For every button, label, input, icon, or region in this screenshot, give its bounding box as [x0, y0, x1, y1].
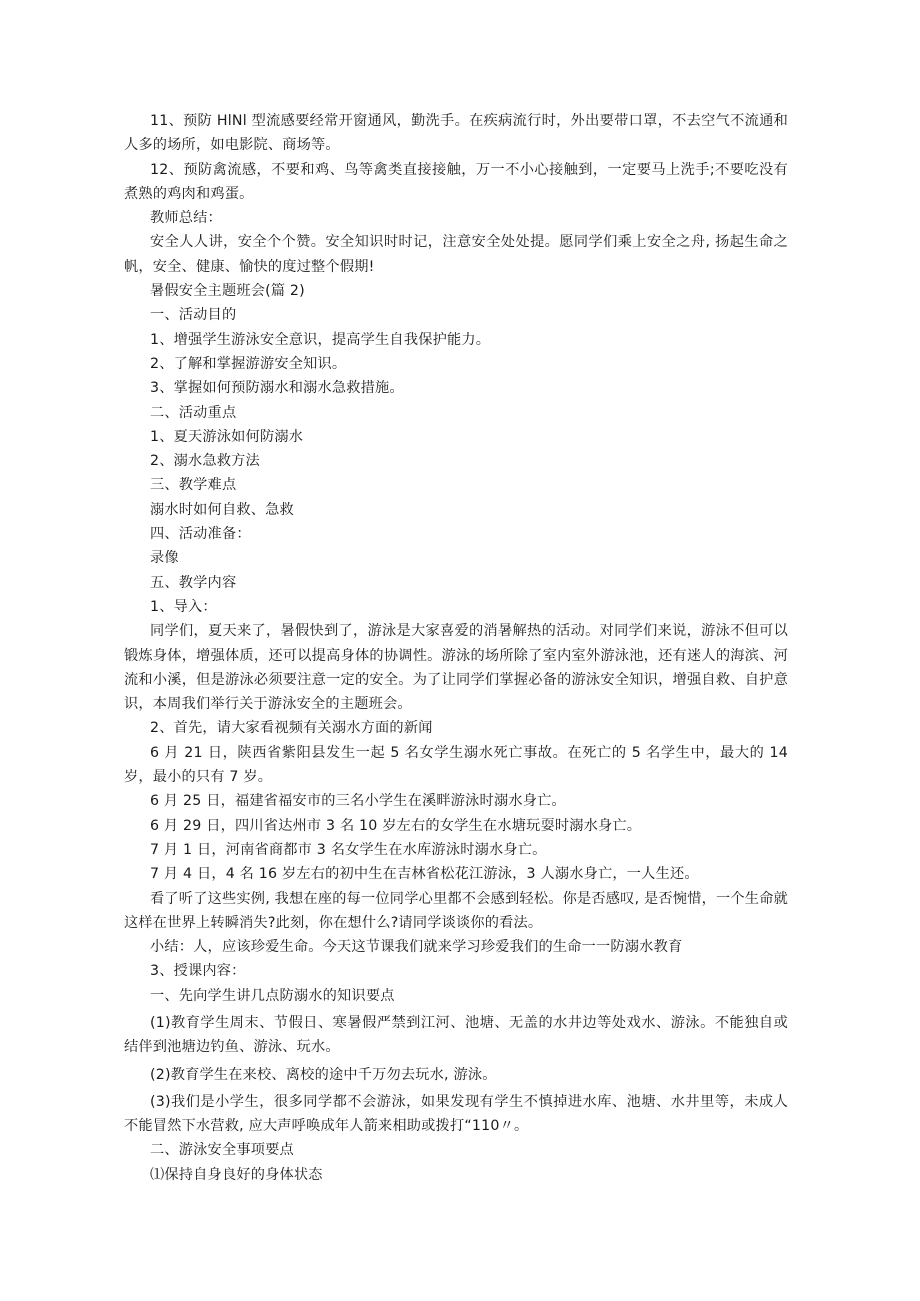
heading: 三、教学难点	[150, 477, 237, 494]
heading: 二、游泳安全事项要点	[150, 1142, 294, 1159]
paragraph: 12、预防禽流感，不要和鸡、鸟等禽类直接接触，万一不小心接触到，一定要马上洗手;不要吃没有煮熟的鸡肉和鸡蛋。	[124, 161, 788, 202]
news-item: 6 月 25 日，福建省福安市的三名小学生在溪畔游泳时溺水身亡。	[150, 793, 566, 810]
paragraph: 教师总结：	[150, 210, 222, 227]
list-item: 1、增强学生游泳安全意识，提高学生自我保护能力。	[150, 331, 491, 348]
paragraph: 看了听了这些实例, 我想在座的每一位同学心里都不会感到轻松。你是否感叹, 是否惋惜，一个生命就这样在世界上转瞬消失?此刻，你在想什么?请同学谈谈你的看法。	[124, 890, 788, 931]
paragraph: 录像	[150, 550, 179, 567]
section-title: 暑假安全主题班会(篇 2)	[150, 283, 305, 300]
heading: 二、活动重点	[150, 404, 237, 421]
heading: 四、活动准备：	[150, 526, 251, 543]
document-page	[124, 109, 788, 1187]
paragraph: 小结：人，应该珍爱生命。今天这节课我们就来学习珍爱我们的生命一一防溺水教育	[150, 939, 683, 956]
list-item: 1、导入：	[150, 598, 217, 615]
list-item: 3、授课内容：	[150, 963, 246, 980]
heading: 五、教学内容	[150, 574, 237, 591]
paragraph: 溺水时如何自救、急救	[150, 501, 294, 518]
paragraph: 安全人人讲，安全个个赞。安全知识时时记，注意安全处处提。愿同学们乘上安全之舟, 扬起生命之帆，安全、健康、愉快的度过整个假期!	[124, 234, 788, 275]
heading: 一、活动目的	[150, 307, 237, 324]
news-item: 7 月 1 日，河南省商都市 3 名女学生在水库游泳时溺水身亡。	[150, 841, 547, 858]
list-item: (1)教育学生周末、节假日、寒暑假严禁到江河、池塘、无盖的水井边等处戏水、游泳。不能独自或结伴到池塘边钓鱼、游泳、玩水。	[124, 1014, 788, 1056]
list-item: (3)我们是小学生，很多同学都不会游泳，如果发现有学生不慎掉进水库、池塘、水井里等，未成人不能冒然下水营救, 应大声呼唤成年人箭来相助或拨打“110〃。	[124, 1093, 788, 1135]
list-item: 2、首先，请大家看视频有关溺水方面的新闻	[150, 720, 433, 737]
news-item: 6 月 21 日，陕西省紫阳县发生一起 5 名女学生溺水死亡事故。在死亡的 5 名学生中，最大的 14 岁，最小的只有 7 岁。	[124, 744, 788, 786]
list-item: 1、夏天游泳如何防溺水	[150, 428, 304, 445]
heading: 一、先向学生讲几点防溺水的知识要点	[150, 987, 395, 1004]
list-item: 3、掌握如何预防溺水和溺水急救措施。	[150, 380, 404, 397]
news-item: 6 月 29 日，四川省达州市 3 名 10 岁左右的女学生在水塘玩耍时溺水身亡。	[150, 817, 642, 834]
list-item: (2)教育学生在来校、离校的途中千万勿去玩水, 游泳。	[150, 1066, 497, 1083]
list-item: 2、了解和掌握游游安全知识。	[150, 355, 347, 372]
news-item: 7 月 4 日，4 名 16 岁左右的初中生在吉林省松花江游泳，3 人溺水身亡，一人生还。	[150, 866, 699, 883]
paragraph: 11、预防 HlNl 型流感要经常开窗通风，勤洗手。在疾病流行时，外出要带口罩，不去空气不流通和人多的场所，如电影院、商场等。	[124, 113, 788, 154]
list-item: ⑴保持自身良好的身体状态	[150, 1166, 323, 1183]
paragraph: 同学们，夏天来了，暑假快到了，游泳是大家喜爱的消暑解热的活动。对同学们来说，游泳不但可以锻炼身体，增强体质，还可以提高身体的协调性。游泳的场所除了室内室外游泳池，还有迷人的海滨、河流和小溪，但是游泳必须要注意一定的安全。为了让同学们掌握必备的游泳安全知识，增强自救、自护意识，本周我们举行关于游泳安全的主题班会。	[124, 623, 788, 713]
list-item: 2、溺水急救方法	[150, 453, 260, 470]
